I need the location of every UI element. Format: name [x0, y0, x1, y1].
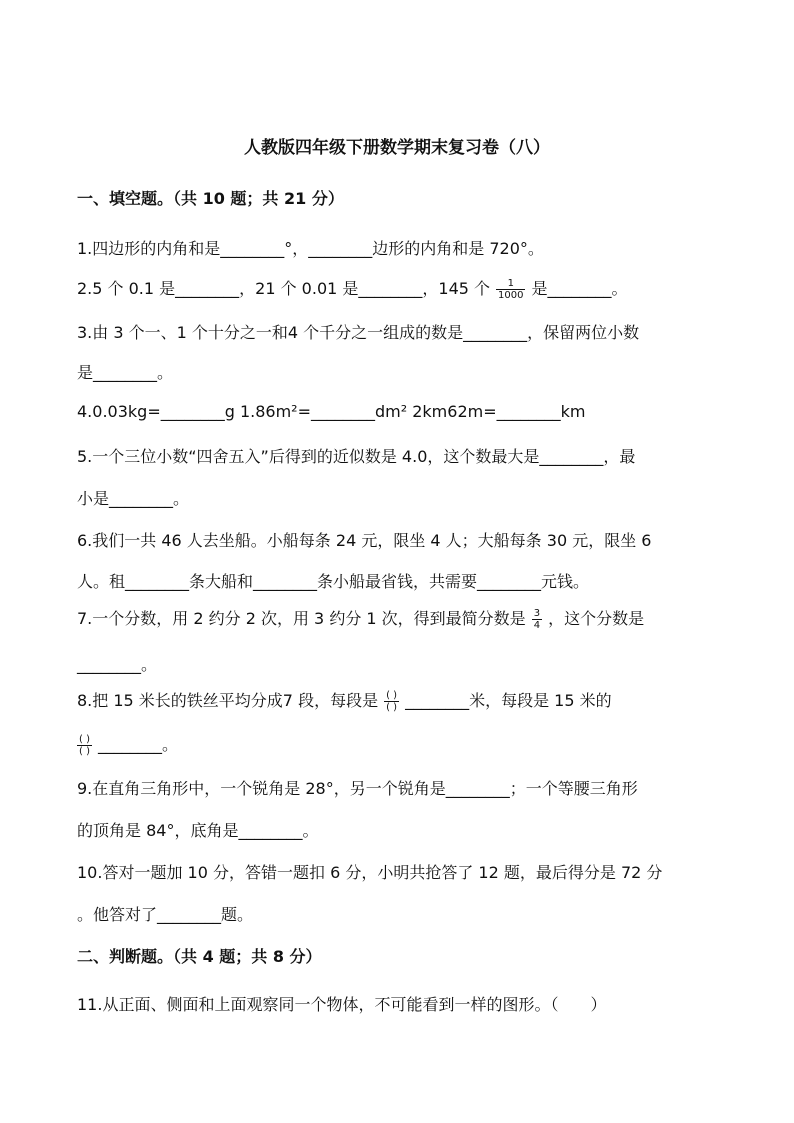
fraction	[496, 278, 525, 301]
question-8-line-1	[77, 688, 612, 713]
question-7-line-2: ________。	[77, 655, 158, 674]
question-3-line-2: 是________。	[77, 363, 174, 382]
fraction	[77, 734, 92, 757]
fraction-denominator: 1000	[498, 290, 524, 301]
question-7-line-1	[77, 606, 644, 631]
fraction-numerator: ( )	[386, 690, 398, 701]
question-2-text-after: 是________。	[531, 279, 628, 298]
question-8-text-line2: ________。	[97, 735, 178, 754]
fraction-denominator: 4	[533, 620, 541, 631]
question-8-line-2	[77, 732, 178, 757]
fraction-numerator: 1	[507, 278, 514, 289]
page-title: 人教版四年级下册数学期末复习卷（八）	[244, 138, 550, 158]
fraction-numerator: ( )	[79, 734, 90, 745]
question-9-line-2: 的顶角是 84°，底角是________。	[77, 821, 319, 840]
question-11: 11.从正面、侧面和上面观察同一个物体，不可能看到一样的图形。（ ）	[77, 995, 607, 1014]
fraction	[532, 608, 542, 631]
question-6-line-2: 人。租________条大船和________条小船最省钱，共需要________元钱。	[77, 572, 590, 591]
question-8-text-before: 8.把 15 米长的铁丝平均分成7 段，每段是	[77, 691, 379, 710]
question-2	[77, 276, 628, 301]
question-5-line-1: 5.一个三位小数“四舍五入”后得到的近似数是 4.0，这个数最大是________，最	[77, 447, 636, 466]
question-2-text-before: 2.5 个 0.1 是________，21 个 0.01 是________，145 个	[77, 279, 491, 298]
question-7-text-after: ，这个分数是	[548, 609, 645, 628]
fraction-denominator: ( )	[79, 746, 90, 757]
question-7-text-before: 7.一个分数，用 2 约分 2 次，用 3 约分 1 次，得到最简分数是	[77, 609, 526, 628]
question-4: 4.0.03kg=________g 1.86m²=________dm² 2km62m=________km	[77, 402, 586, 421]
fraction-denominator: ( )	[386, 702, 398, 713]
section-heading-true-false: 二、判断题。（共 4 题；共 8 分）	[77, 947, 322, 966]
fraction-numerator: 3	[533, 608, 541, 619]
section-heading-fill-in: 一、填空题。（共 10 题；共 21 分）	[77, 189, 344, 208]
question-1: 1.四边形的内角和是________°，________边形的内角和是 720°。	[77, 239, 544, 258]
question-10-line-2: 。他答对了________题。	[77, 905, 254, 924]
question-5-line-2: 小是________。	[77, 489, 190, 508]
fraction	[384, 690, 399, 713]
question-3-line-1: 3.由 3 个一、1 个十分之一和4 个千分之一组成的数是________，保留两位小数	[77, 323, 640, 342]
question-6-line-1: 6.我们一共 46 人去坐船。小船每条 24 元，限坐 4 人；大船每条 30 元，限坐 6	[77, 531, 652, 550]
question-9-line-1: 9.在直角三角形中，一个锐角是 28°，另一个锐角是________；一个等腰三角形	[77, 779, 638, 798]
question-10-line-1: 10.答对一题加 10 分，答错一题扣 6 分，小明共抢答了 12 题，最后得分是 72 分	[77, 863, 663, 882]
question-8-text-after: ________米，每段是 15 米的	[405, 691, 612, 710]
